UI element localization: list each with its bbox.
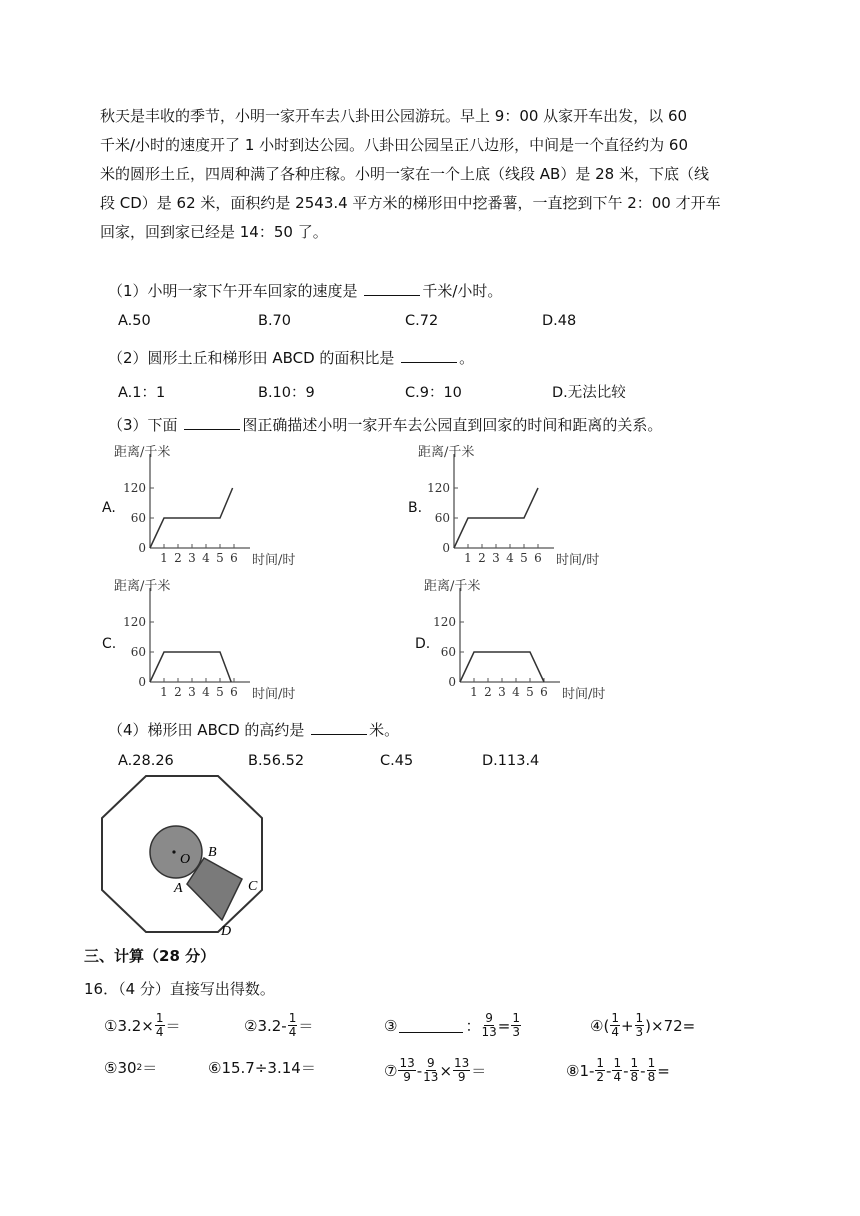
x-tick-label: 4 — [512, 685, 520, 699]
x-tick-label: 3 — [188, 551, 196, 565]
distance-time-line — [460, 652, 544, 682]
distance-time-line — [454, 488, 538, 548]
graph-label-c: C. — [102, 636, 117, 652]
option-c: C.45 — [380, 753, 414, 769]
fraction: $\frac{1}{3}$ — [512, 1011, 520, 1039]
intro-line: 秋天是丰收的季节，小明一家开车去八卦田公园游玩。早上 9：00 从家开车出发，以 60 — [100, 107, 688, 125]
calc-text: + — [620, 1016, 634, 1035]
graph-label-a: A. — [102, 500, 116, 516]
y-tick-label: 120 — [433, 615, 456, 629]
label-o: O — [180, 852, 191, 867]
x-tick-label: 1 — [470, 685, 478, 699]
x-tick-label: 2 — [484, 685, 492, 699]
calc-text: ③ — [384, 1016, 398, 1035]
calc-text: ＝ — [142, 1059, 158, 1077]
intro-line: 米的圆形土丘，四周种满了各种庄稼。小明一家在一个上底（线段 AB）是 28 米，下底（线 — [100, 165, 709, 183]
question-2 — [108, 347, 474, 368]
question-16: 16．（4 分）直接写出得数。 — [84, 980, 275, 998]
section-heading: 三、计算（28 分） — [84, 947, 216, 965]
distance-time-line — [150, 488, 233, 548]
question-2-text: （2）圆形土丘和梯形田 ABCD 的面积比是 — [108, 349, 400, 367]
x-tick-label: 6 — [230, 685, 238, 699]
x-tick-label: 4 — [506, 551, 514, 565]
calc-1 — [104, 1012, 181, 1039]
calc-text: ⑦ — [384, 1061, 398, 1080]
calc-text: = — [657, 1061, 670, 1080]
y-tick-label: 120 — [123, 615, 146, 629]
option-c: C.9：10 — [405, 385, 462, 401]
option-d: D.48 — [542, 313, 577, 329]
fraction: $\frac{1}{2}$ — [596, 1056, 605, 1084]
calc-text: ＝ — [471, 1062, 487, 1080]
problem-intro — [100, 102, 780, 247]
x-tick-label: 1 — [464, 551, 472, 565]
calc-4 — [590, 1012, 695, 1039]
x-tick-label: 3 — [498, 685, 506, 699]
graph-label-d: D. — [415, 636, 431, 652]
calc-text: ＝ — [298, 1017, 314, 1035]
y-tick-label: 0 — [442, 541, 450, 555]
question-1 — [108, 280, 502, 301]
option-b: B.56.52 — [248, 753, 305, 769]
calc-text: - — [640, 1061, 646, 1080]
y-axis-label: 距离/千米 — [114, 445, 171, 460]
fraction: $\frac{9}{13}$ — [423, 1056, 439, 1084]
label-c: C — [248, 879, 258, 894]
answer-blank[interactable] — [364, 281, 420, 296]
y-axis-label: 距离/千米 — [418, 445, 475, 460]
question-4 — [108, 719, 399, 740]
y-axis-label: 距离/千米 — [114, 579, 171, 594]
exponent: 2 — [136, 1062, 143, 1073]
y-tick-label: 120 — [123, 481, 146, 495]
answer-blank[interactable] — [311, 720, 367, 735]
x-tick-label: 3 — [188, 685, 196, 699]
option-d: D.无法比较 — [552, 385, 626, 401]
option-a: A.28.26 — [118, 753, 174, 769]
x-axis-label: 时间/时 — [252, 553, 296, 568]
label-d: D — [221, 924, 232, 938]
mound-circle — [150, 826, 202, 878]
question-1-unit: 千米/小时。 — [422, 282, 503, 300]
calc-text: - — [623, 1061, 629, 1080]
calc-6 — [208, 1057, 316, 1078]
x-tick-label: 6 — [534, 551, 542, 565]
question-4-text: （4）梯形田 ABCD 的高约是 — [108, 721, 310, 739]
calc-7 — [384, 1057, 486, 1084]
x-tick-label: 5 — [520, 551, 528, 565]
y-tick-label: 0 — [138, 675, 146, 689]
x-axis-label: 时间/时 — [556, 553, 600, 568]
calc-text: - — [606, 1061, 612, 1080]
x-tick-label: 2 — [478, 551, 486, 565]
fraction: $\frac{1}{4}$ — [611, 1011, 619, 1039]
x-tick-label: 5 — [216, 551, 224, 565]
x-tick-label: 6 — [540, 685, 548, 699]
fraction: $\frac{1}{4}$ — [155, 1011, 164, 1039]
distance-time-line — [150, 652, 231, 682]
fraction: $\frac{1}{8}$ — [647, 1056, 656, 1084]
fraction: $\frac{1}{3}$ — [635, 1011, 644, 1039]
fraction: $\frac{1}{4}$ — [613, 1056, 622, 1084]
calc-text: - — [416, 1061, 423, 1080]
question-3-text: （3）下面 — [108, 416, 183, 434]
calc-text: ⑥15.7÷3.14＝ — [208, 1059, 316, 1077]
label-a: A — [174, 881, 183, 896]
y-tick-label: 60 — [440, 645, 456, 659]
calc-text: = — [497, 1016, 511, 1035]
calc-5 — [104, 1057, 157, 1078]
x-tick-label: 5 — [216, 685, 224, 699]
calc-8 — [566, 1057, 670, 1084]
answer-blank[interactable] — [401, 348, 457, 363]
answer-blank[interactable] — [184, 415, 240, 430]
y-tick-label: 0 — [448, 675, 456, 689]
question-1-text: （1）小明一家下午开车回家的速度是 — [108, 282, 363, 300]
graph-label-b: B. — [408, 500, 423, 516]
x-tick-label: 6 — [230, 551, 238, 565]
question-3 — [108, 414, 662, 435]
graph-b — [416, 442, 616, 572]
intro-line: 千米/小时的速度开了 1 小时到达公园。八卦田公园呈正八边形，中间是一个直径约为 60 — [100, 136, 688, 154]
intro-line: 回家，回到家已经是 14：50 了。 — [100, 223, 328, 241]
x-tick-label: 4 — [202, 685, 210, 699]
y-tick-label: 0 — [138, 541, 146, 555]
x-axis-label: 时间/时 — [252, 687, 296, 702]
x-tick-label: 2 — [174, 685, 182, 699]
option-a: A.1：1 — [118, 385, 166, 401]
question-2-end: 。 — [459, 349, 475, 367]
calc-text: × — [439, 1061, 453, 1080]
question-3-text-end: 图正确描述小明一家开车去公园直到回家的时间和距离的关系。 — [242, 416, 663, 434]
option-b: B.10：9 — [258, 385, 315, 401]
fraction: $\frac{13}{9}$ — [399, 1056, 415, 1084]
label-b: B — [208, 845, 217, 860]
y-tick-label: 60 — [130, 645, 146, 659]
x-tick-label: 1 — [160, 685, 168, 699]
x-tick-label: 3 — [492, 551, 500, 565]
question-4-unit: 米。 — [369, 721, 400, 739]
x-tick-label: 4 — [202, 551, 210, 565]
intro-line: 段 CD）是 62 米，面积约是 2543.4 平方米的梯形田中挖番薯，一直挖到下午 2：00 才开车 — [100, 194, 721, 212]
y-tick-label: 120 — [427, 481, 450, 495]
x-tick-label: 1 — [160, 551, 168, 565]
y-tick-label: 60 — [130, 511, 146, 525]
graph-c — [112, 576, 312, 706]
calc-text: ②3.2- — [244, 1016, 287, 1035]
y-axis-label: 距离/千米 — [424, 579, 481, 594]
calc-text: ①3.2× — [104, 1016, 154, 1035]
option-b: B.70 — [258, 313, 292, 329]
calc-text: ⑧1- — [566, 1061, 595, 1080]
calc-text: ： — [465, 1017, 481, 1035]
octagon-park-figure — [96, 772, 268, 938]
answer-blank[interactable] — [399, 1018, 463, 1033]
calc-3 — [384, 1012, 522, 1039]
x-tick-label: 2 — [174, 551, 182, 565]
x-axis-label: 时间/时 — [562, 687, 606, 702]
calc-text: ④( — [590, 1016, 610, 1035]
calc-text: ＝ — [165, 1017, 181, 1035]
fraction: $\frac{9}{13}$ — [481, 1011, 497, 1039]
option-a: A.50 — [118, 313, 151, 329]
calc-text: )×72= — [645, 1016, 696, 1035]
fraction: $\frac{1}{8}$ — [630, 1056, 639, 1084]
option-c: C.72 — [405, 313, 439, 329]
option-d: D.113.4 — [482, 753, 540, 769]
fraction: $\frac{13}{9}$ — [454, 1056, 470, 1084]
fraction: $\frac{1}{4}$ — [288, 1011, 297, 1039]
graph-d — [422, 576, 622, 706]
calc-2 — [244, 1012, 313, 1039]
y-tick-label: 60 — [434, 511, 450, 525]
calc-text: ⑤30 — [104, 1058, 137, 1077]
center-point — [172, 850, 175, 853]
x-tick-label: 5 — [526, 685, 534, 699]
graph-a — [112, 442, 312, 572]
